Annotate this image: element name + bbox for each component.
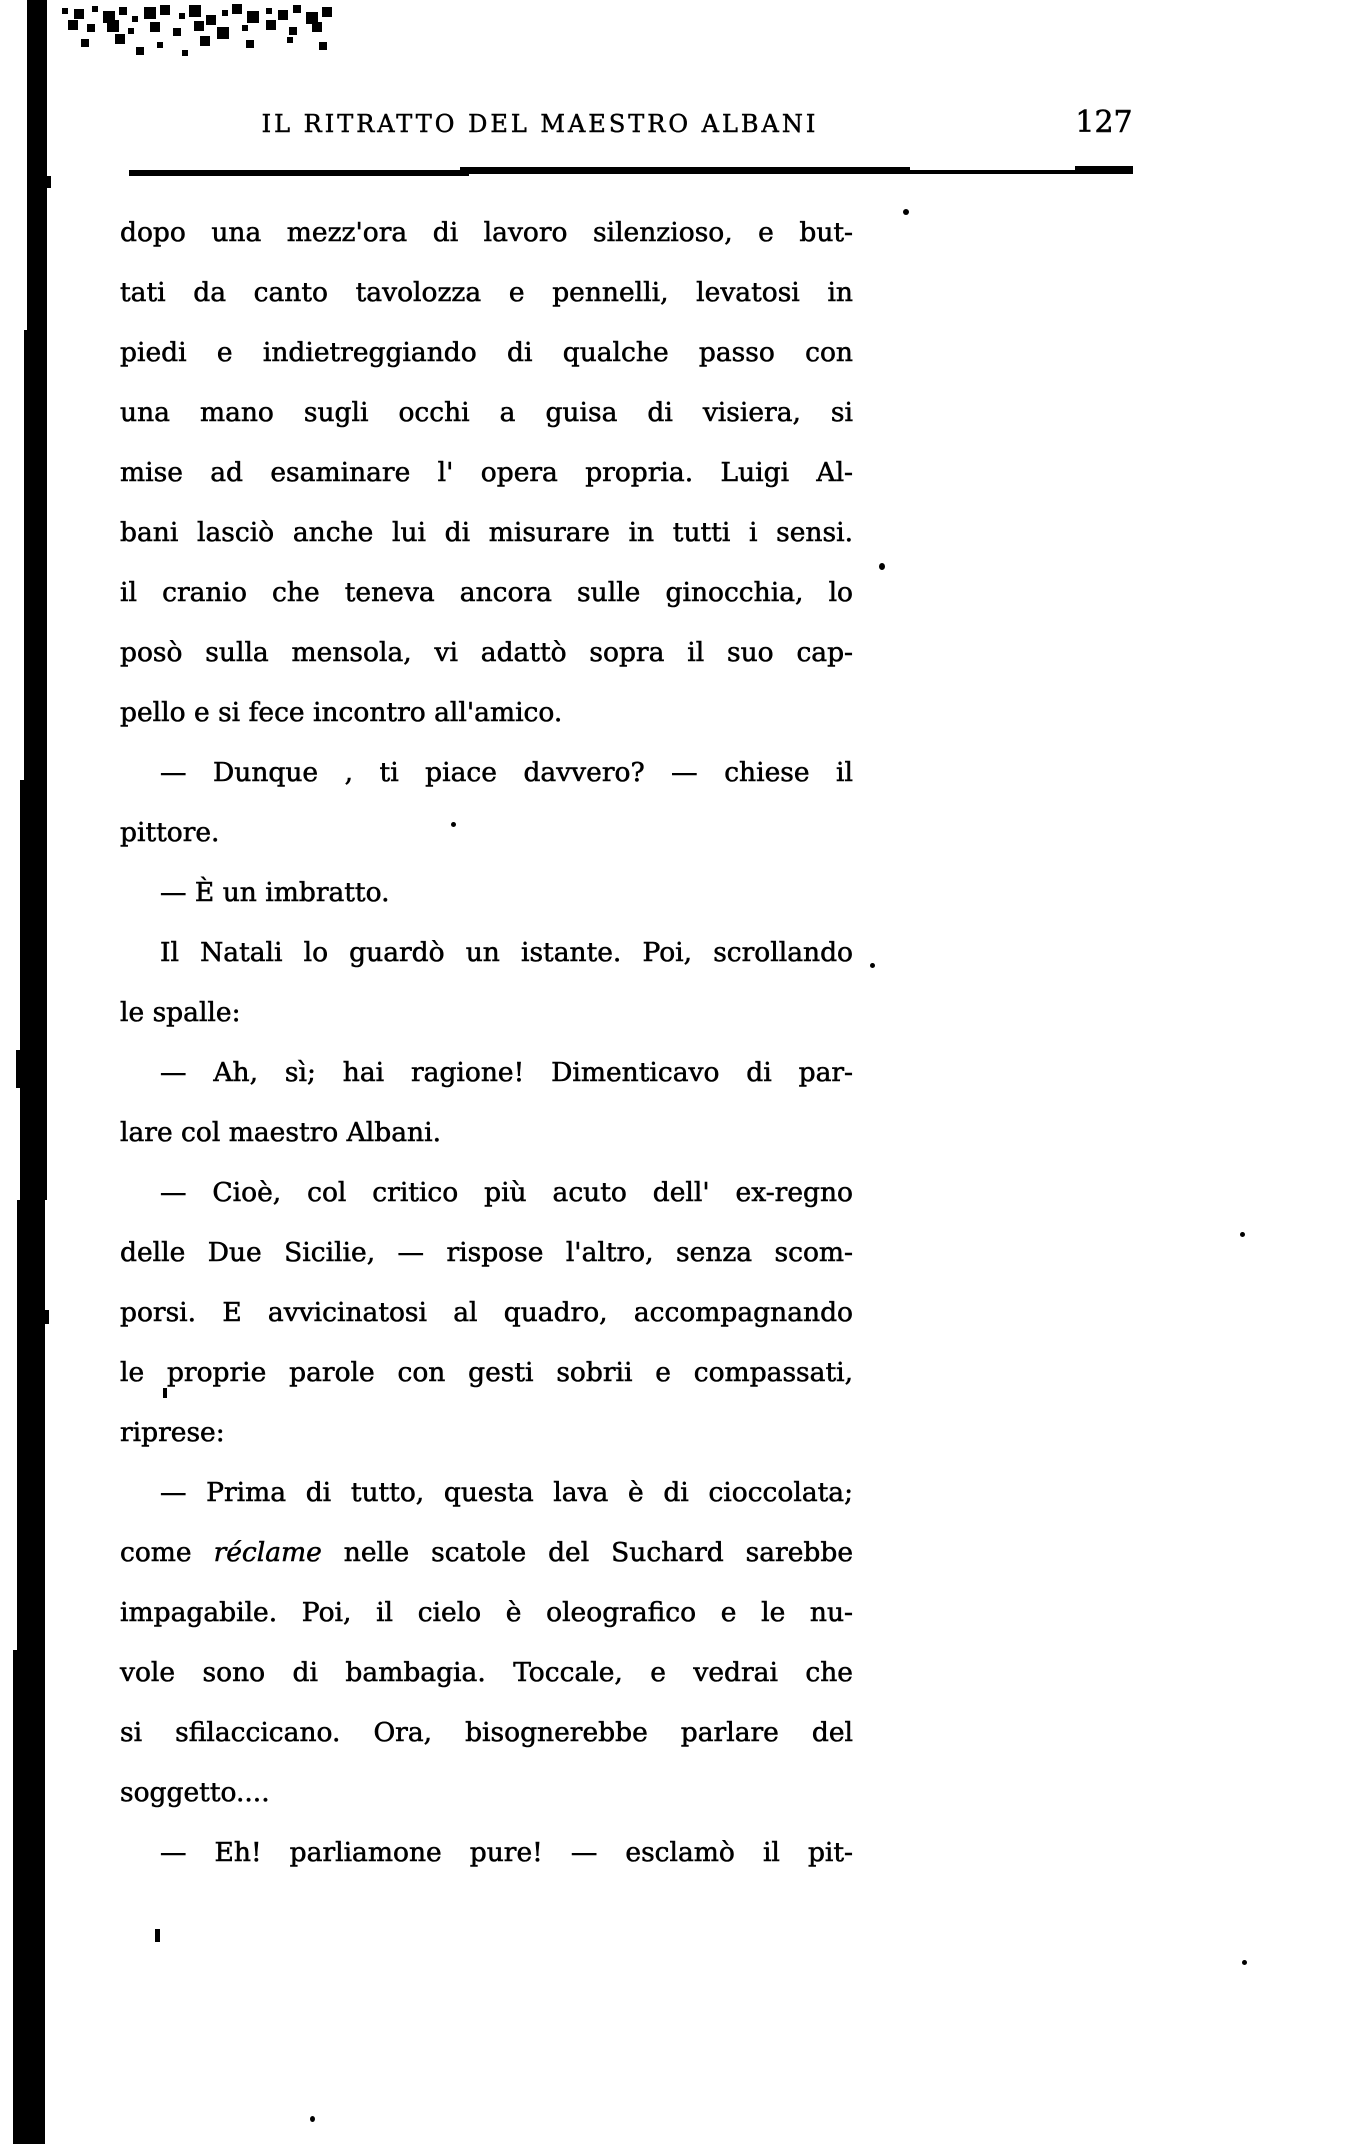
text-line xyxy=(120,1583,853,1643)
scan-noise xyxy=(62,8,68,14)
header-rule xyxy=(129,173,469,176)
running-title: IL RITRATTO DEL MAESTRO ALBANI xyxy=(261,110,819,138)
text-line xyxy=(120,563,853,623)
text-line xyxy=(120,1163,853,1223)
text-line xyxy=(120,1643,853,1703)
scan-speck xyxy=(1240,1232,1245,1237)
scan-speck xyxy=(45,176,51,188)
text-line xyxy=(120,623,853,683)
text-line xyxy=(120,1763,853,1823)
text-segment: Il Natali lo guardò un istante. Poi, scrollando xyxy=(160,937,853,968)
text-segment: una mano sugli occhi a guisa di visiera, si xyxy=(120,397,853,428)
scan-speck xyxy=(310,2116,315,2122)
text-line xyxy=(120,923,853,983)
text-segment: tati da canto tavolozza e pennelli, levatosi in xyxy=(120,277,853,308)
text-segment: le spalle: xyxy=(120,997,241,1028)
text-segment: posò sulla mensola, vi adattò sopra il suo cap- xyxy=(120,637,853,668)
scan-speck xyxy=(879,563,885,570)
text-segment: — Eh! parliamone pure! — esclamò il pit- xyxy=(160,1837,853,1868)
text-line xyxy=(120,1823,853,1883)
text-line xyxy=(120,1223,853,1283)
page-number: 127 xyxy=(1075,105,1133,140)
text-segment: soggetto.... xyxy=(120,1777,270,1808)
text-segment: lare col maestro Albani. xyxy=(120,1117,441,1148)
text-line xyxy=(120,1043,853,1103)
binding-shadow-artifact xyxy=(27,0,47,330)
scan-speck xyxy=(155,1929,160,1942)
text-line xyxy=(120,383,853,443)
text-segment: — Ah, sì; hai ragione! Dimenticavo di par- xyxy=(160,1057,853,1088)
text-line xyxy=(120,1103,853,1163)
scan-speck xyxy=(903,209,909,215)
text-line xyxy=(120,203,853,263)
scan-speck xyxy=(870,963,875,968)
text-segment: pello e si fece incontro all'amico. xyxy=(120,697,563,728)
text-line xyxy=(120,443,853,503)
text-segment: — Prima di tutto, questa lava è di cioccolata; xyxy=(160,1477,853,1508)
text-line xyxy=(120,1283,853,1343)
italic-text: réclame xyxy=(213,1537,322,1568)
text-line xyxy=(120,1403,853,1463)
text-line xyxy=(120,983,853,1043)
scan-speck xyxy=(16,1050,22,1088)
text-segment: nelle scatole del Suchard sarebbe xyxy=(321,1537,854,1568)
binding-shadow-artifact xyxy=(20,780,47,1200)
text-segment: riprese: xyxy=(120,1417,225,1448)
text-line xyxy=(120,803,853,863)
text-line xyxy=(120,863,853,923)
text-segment: pittore. xyxy=(120,817,220,848)
text-segment: bani lasciò anche lui di misurare in tutti i sensi. xyxy=(120,517,853,548)
text-segment: il cranio che teneva ancora sulle ginocchia, lo xyxy=(120,577,853,608)
header-rule xyxy=(1075,166,1133,170)
text-segment: dopo una mezz'ora di lavoro silenzioso, e but- xyxy=(120,217,853,248)
text-line xyxy=(120,503,853,563)
header-rule xyxy=(460,167,910,171)
text-segment: vole sono di bambagia. Toccale, e vedrai che xyxy=(120,1657,853,1688)
text-line xyxy=(120,1343,853,1403)
text-segment: — Cioè, col critico più acuto dell' ex-regno xyxy=(160,1177,853,1208)
text-segment: come xyxy=(120,1537,214,1568)
text-segment: — È un imbratto. xyxy=(160,877,390,908)
text-line xyxy=(120,1703,853,1763)
text-segment: impagabile. Poi, il cielo è oleografico e le nu- xyxy=(120,1597,853,1628)
text-line xyxy=(120,323,853,383)
text-line xyxy=(120,1523,853,1583)
binding-shadow-artifact xyxy=(13,1650,45,2144)
binding-shadow-artifact xyxy=(24,330,47,780)
text-segment: si sfilaccicano. Ora, bisognerebbe parlare del xyxy=(120,1717,853,1748)
text-block xyxy=(120,203,853,1883)
text-segment: le proprie parole con gesti sobrii e compassati, xyxy=(120,1357,853,1388)
text-segment: — Dunque , ti piace davvero? — chiese il xyxy=(160,757,853,788)
text-segment: mise ad esaminare l' opera propria. Luigi Al- xyxy=(120,457,853,488)
text-line xyxy=(120,683,853,743)
binding-shadow-artifact xyxy=(17,1200,45,1650)
text-segment: porsi. E avvicinatosi al quadro, accompagnando xyxy=(120,1297,853,1328)
scan-speck xyxy=(44,1310,49,1324)
text-line xyxy=(120,743,853,803)
text-line xyxy=(120,1463,853,1523)
scan-speck xyxy=(1242,1960,1247,1965)
text-segment: delle Due Sicilie, — rispose l'altro, senza scom- xyxy=(120,1237,853,1268)
text-segment: piedi e indietreggiando di qualche passo con xyxy=(120,337,853,368)
text-line xyxy=(120,263,853,323)
